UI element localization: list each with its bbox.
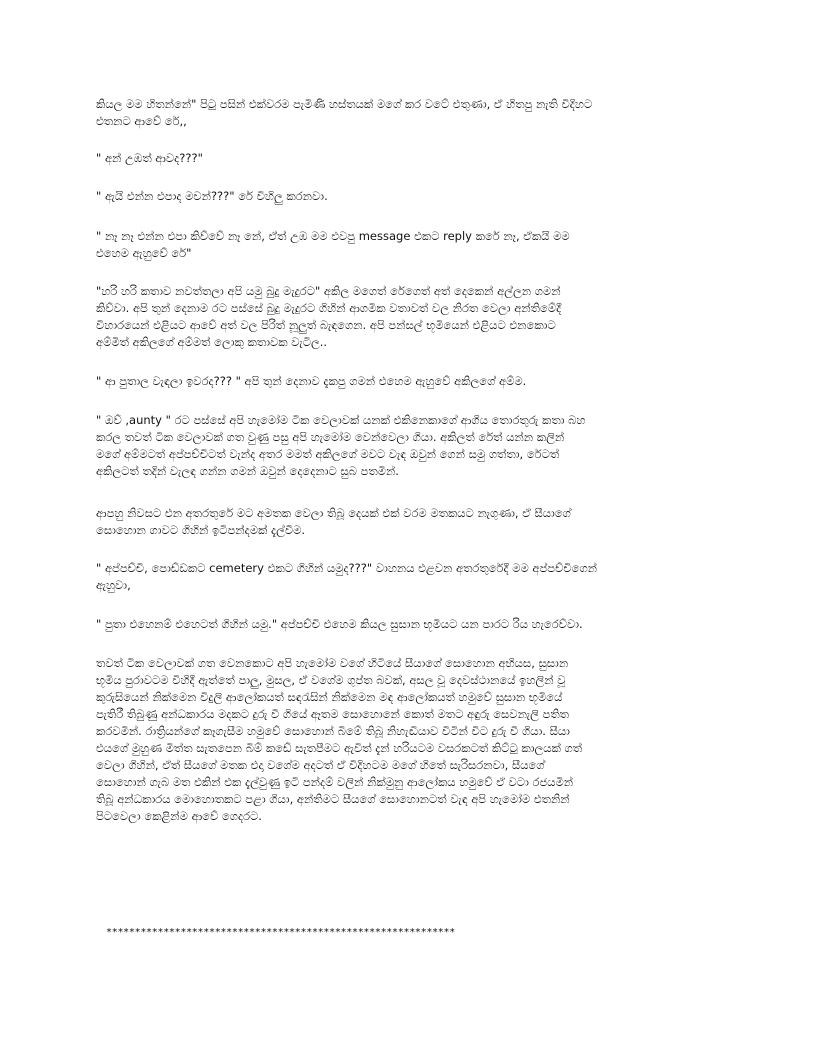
paragraph-9 [96,560,721,594]
paragraph-3 [96,188,721,205]
text-line: එයගේ මුහුණ මිත්ත සැතපෙන බිම් කඩේ සැතපීමට ඇවිත් දැන් හරියටම වසරකටත් කිට්ටු කාලයක් ගත් [96,741,583,755]
text-line: පැතිරී තිබුණු අන්ධකාරය මදකට දුරු වී ගියේ ඈතම සොහොනේ කොත් මතට අඳුරු සෙවනැලි පතිත [96,707,570,721]
text-line: "හරි හරි කතාව නවත්තලා අපි යමු බුදු මැදුරට" අකිල මගෙත් රේගෙත් අත් දෙකෙන් අල්ලන ගමන් [96,284,561,298]
text-line: භූමිය පුරාවටම විහිදී ඇත්තේ පාලු, මුසල, ඒ වගේම ගුප්ත බවක්, අසල වූ දෙවස්ථානයේ ඉහලින් වූ [96,673,566,687]
text-line: එතනට ආවේ රේ,, [96,114,187,128]
paragraph-6 [96,373,721,390]
text-line: සොහොන් ගැබ මත එකින් එක දැල්වුණු ඉටි පන්දම් වලින් නික්මුනු ආලෝකය හමුවේ ඒ වටා රජයමින් [96,775,574,789]
paragraph-11 [96,655,721,825]
text-line: ආපහු නිවසට එන අතරතුරේ මට අමතක වෙලා තිබූ දෙයක් එක් වරම මතකයට නැගුණා, ඒ සීයාගේ [96,506,571,520]
paragraph-10 [96,616,721,633]
text-line: " නෑ නෑ එන්න එපා කිව්වේ නෑ නේ, ඒත් උඹ මම එවපු message එකට reply කරේ නෑ, ඒකයි මම [96,229,570,243]
paragraph-7 [96,412,721,480]
text-line: එහෙම ඇහුවේ රේ" [96,246,192,260]
text-line: කිව්වා. අපි තුන් දෙනාම රට පස්සේ බුදු මැදුරට ගිහින් ආගමික වතාවත් වල නිරත වෙලා අන්තිමේදී [96,301,562,315]
paragraph-5 [96,283,721,351]
paragraph-4 [96,228,721,262]
text-line: තවත් ටික වෙලාවක් ගත වෙනකොට අපි හැමෝම වගේ හිටියේ සීයාගේ සොහොන අභියස, සුසාන [96,656,569,670]
text-line: කරවමින්. රාත්‍රියන්ගේ කෑගැසීම හමුවේ සොහොන් බිමේ තිබූ නිහැඬියාව විටින් විට දුරු වී ගියා. සීයා [96,724,570,738]
text-line: ඇහුවා, [96,578,131,592]
text-line: කරල තවත් ටික වෙලාවක් ගත වුණු පසු අපි හැමෝම වෙන්වෙලා ගියා. අකිලත් රේත් යන්න කලින් [96,430,565,444]
text-line: වෙලා ගිහින්, ඒත් සීයගේ මතක එදා වගේම අදටත් ඒ විදිහටම මගේ හිතේ සැරිසරනවා, සීයගේ [96,758,545,772]
text-line: " ඇයි එන්න එපාද මචන්???" රේ විහිලු කරනවා. [96,189,328,203]
text-line: කියල මම හිතන්නේ" පිටු පසින් එක්වරම පැමිණි හස්තයක් මගේ කර වටේ එතුණා, ඒ හිතපු නැති විදිහට [96,97,593,111]
text-line: " ආ පුතාල වැඳලා ඉවරද??? " අපි තුන් දෙනාව දැකපු ගමන් එහෙම ඇහුවේ අකිලගේ අම්ම. [96,374,527,388]
text-line: සොහොන ගාවට ගිහින් ඉටිපන්දමක් දැල්වීම. [96,523,306,537]
text-line: " ඔව් ,aunty " රට පස්සේ අපි හැමෝම ටික වෙලාවක් යනක් එකිනෙකාගේ ආගිය තොරතුරු කතා බහ [96,413,586,427]
paragraph-1 [96,96,721,130]
text-line: අකිලටත් තදින් වැලඳ ගන්න ගමන් ඔවුන් දෙදෙනාට සුබ පතමින්. [96,464,399,478]
text-line: මගේ අම්මටත් අප්පච්චිටත් වැන්ද අතර මමත් අකිලගේ මවට වැඳ ඔවුන් ගෙන් සමු ගත්තා, රේටත් [96,447,560,461]
section-divider: ************************************************************* [106,927,455,938]
text-line: තිබූ අන්ධකාරය මොහොතකට පළා ගියා, අන්තිමට සීයගේ සොහොනටත් වැඳ අපි හැමෝම එතනින් [96,792,570,806]
text-line: " අප්පච්චි, පොඩ්ඩකට cemetery එකට ගිහින් යමුද???" වාහනය එළවන අතරතුරේදී මම අප්පච්චිගෙන් [96,561,598,575]
paragraph-2 [96,150,721,167]
text-line: පිටවෙලා කෙළින්ම ආවේ ගෙදරට. [96,809,262,823]
text-line: විහාරයෙන් එළියට ආවේ අත් වල පිරිත් නූලුත් බැඳගෙන. අපි පන්සල් භූමියෙන් එළියට එනකොට [96,318,556,332]
paragraph-8 [96,505,721,539]
text-line: " අන් උඹත් ආවද???" [96,151,203,165]
text-line: කුරුසියෙන් නික්මෙන විදුලි ආලෝකයත් සඳරැසින් නික්මෙන මඳ ආලෝකයත් හමුවේ සුසාන භූමියේ [96,690,563,704]
text-line: " පුතා එහෙනම් එහෙටත් ගිහින් යමු." අප්පච්චි එහෙම කියල සුසාන භූමියට යන පාරට රිය හැරෙව්වා. [96,617,583,631]
text-line: අම්මිත් අකිලගේ අම්මත් ලොකු කතාවක වැටිල.. [96,335,328,349]
